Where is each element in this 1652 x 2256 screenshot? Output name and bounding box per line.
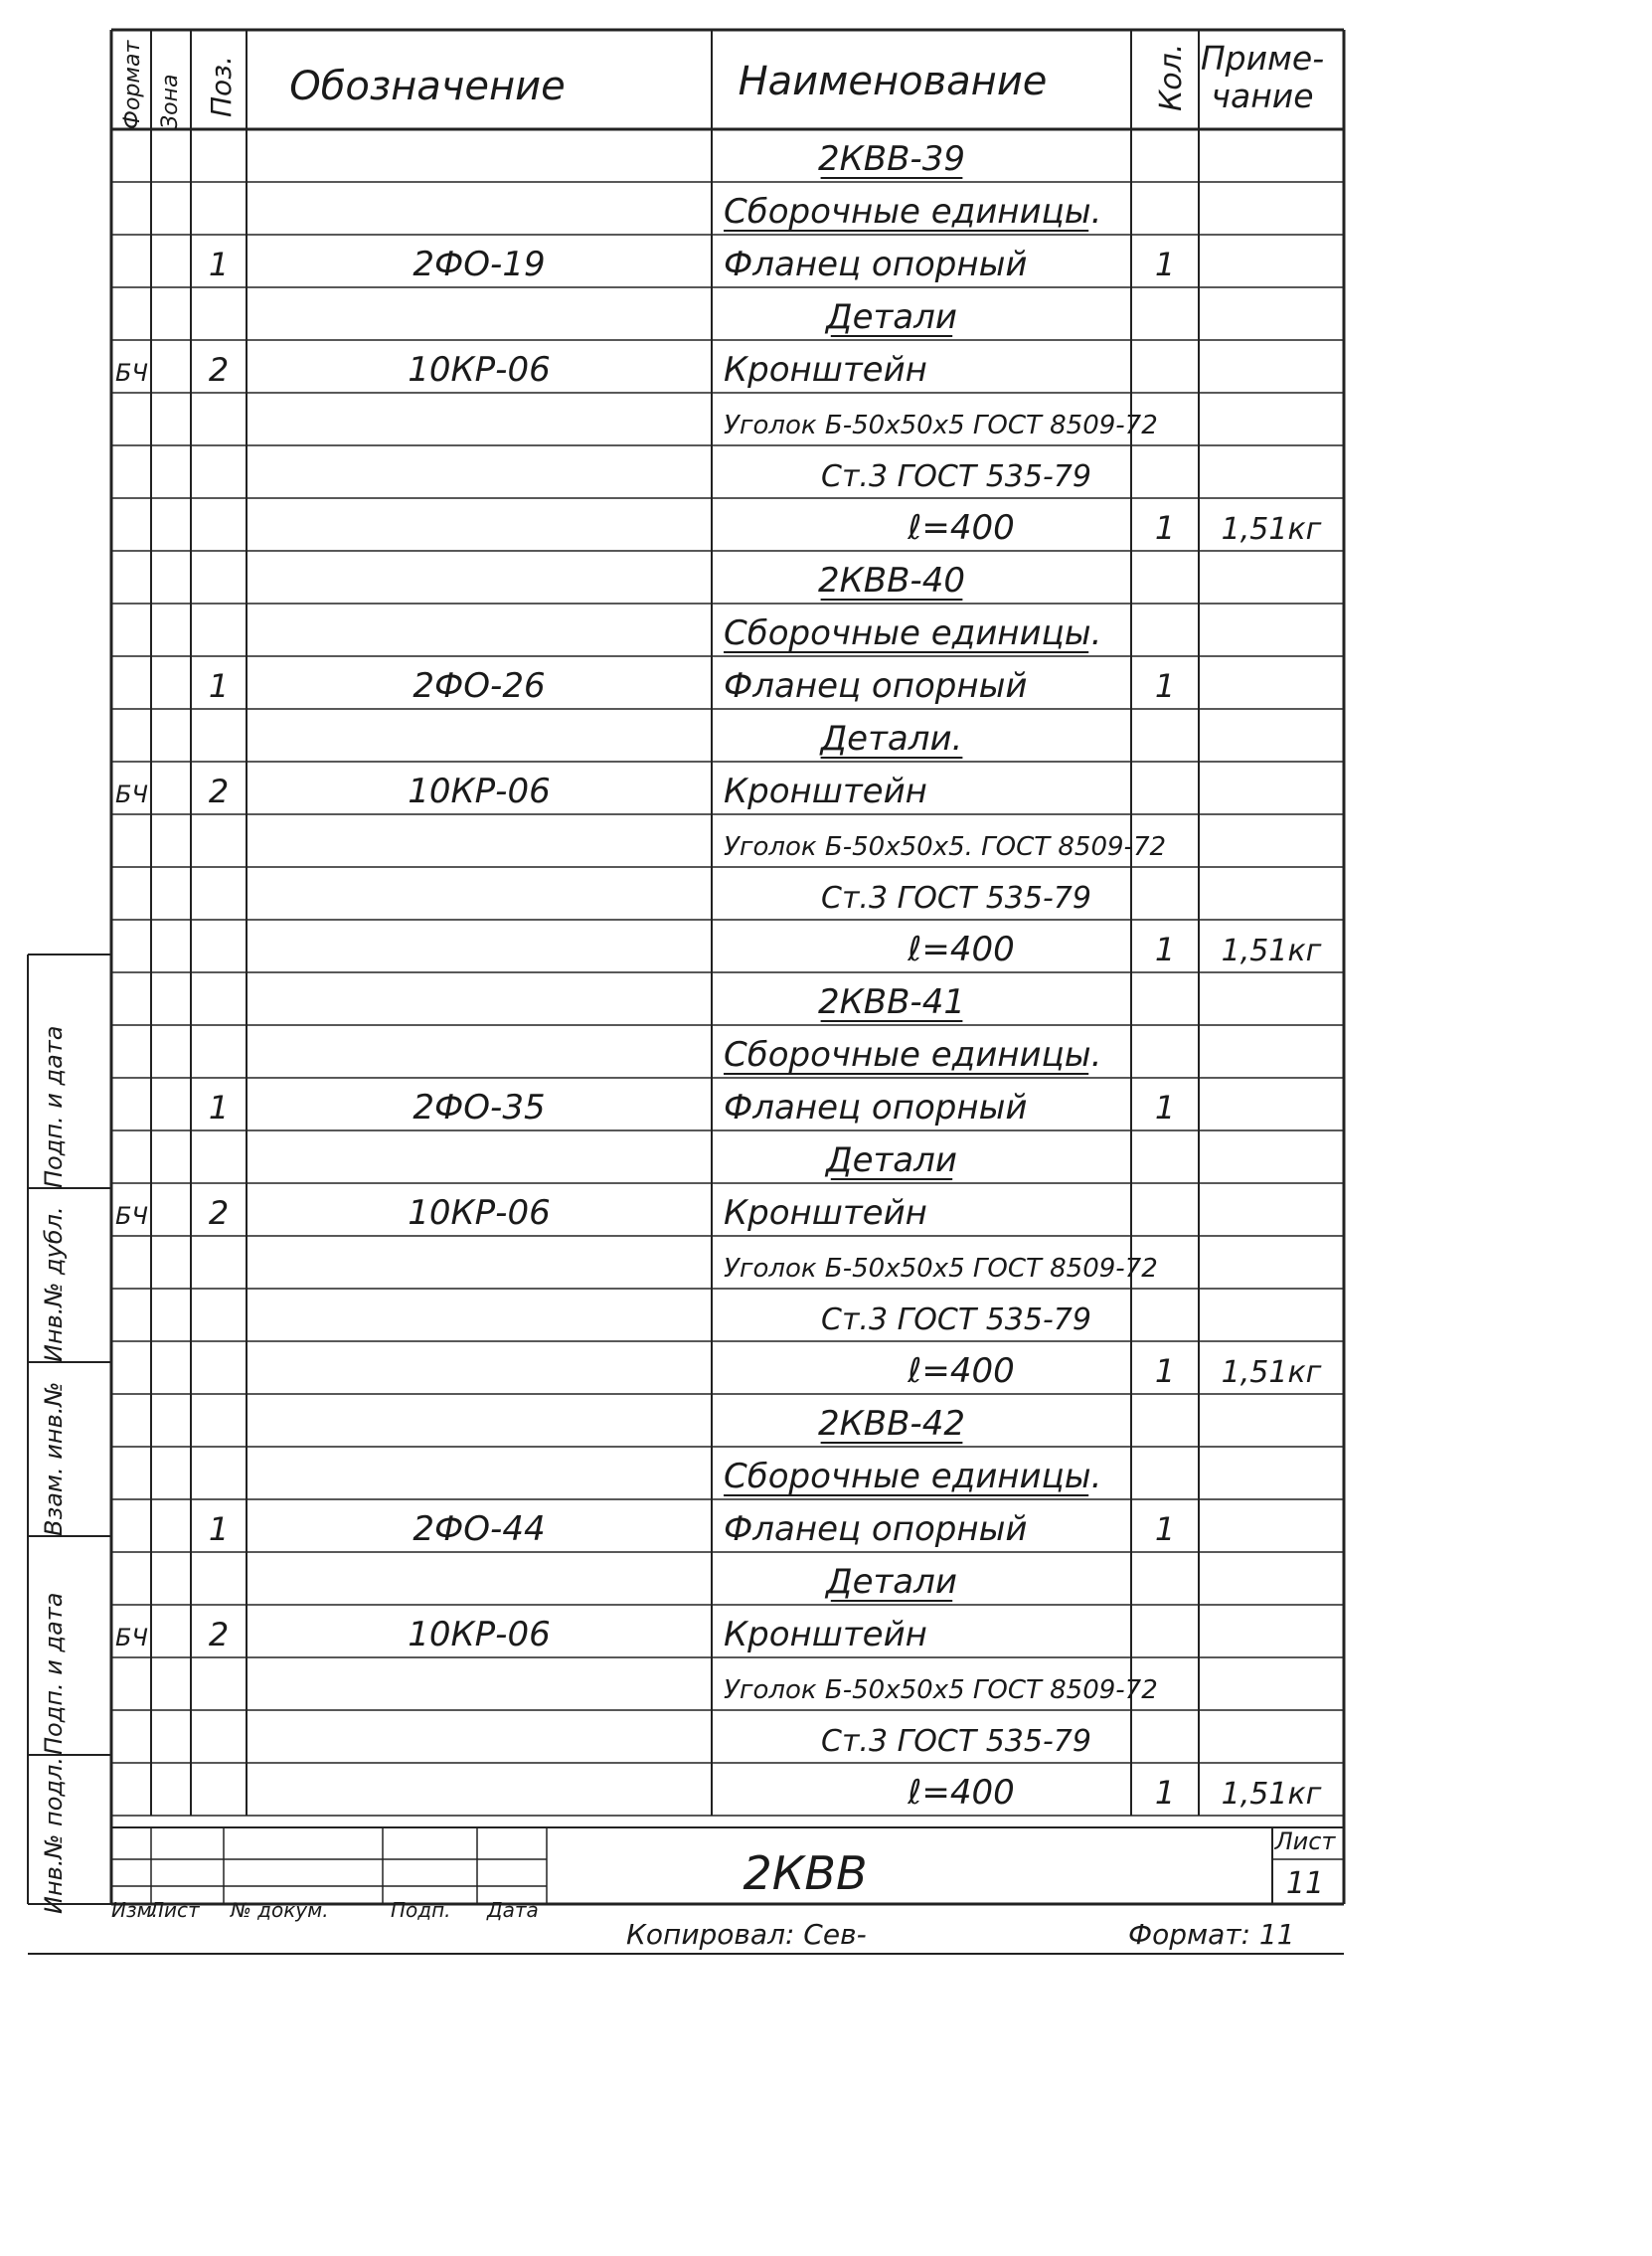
header-note-2: чание [1211, 77, 1314, 115]
header-qty: Кол. [1154, 43, 1189, 111]
row-quantity: 1 [1154, 931, 1176, 968]
side-label-inv-podl: Инв.№ подл. [40, 1757, 68, 1914]
row-position: 1 [208, 246, 230, 283]
row-quantity: 1 [1154, 1510, 1176, 1548]
row-name: ℓ=400 [908, 508, 1015, 548]
row-position: 2 [208, 773, 230, 810]
header-note-1: Приме- [1200, 39, 1325, 78]
title-label-data: Дата [487, 1898, 539, 1922]
row-designation: 10КР-06 [408, 1193, 551, 1233]
row-note: 1,51кг [1221, 512, 1322, 547]
row-name: Уголок Б-50х50х5 ГОСТ 8509-72 [724, 1254, 1158, 1284]
row-quantity: 1 [1154, 1774, 1176, 1812]
header-format: Формат [120, 40, 145, 129]
row-name: Уголок Б-50х50х5. ГОСТ 8509-72 [724, 832, 1167, 862]
section-heading: Сборочные единицы. [724, 613, 1102, 653]
row-name: ℓ=400 [908, 1773, 1015, 1813]
row-position: 2 [208, 1616, 230, 1653]
row-name: Кронштейн [724, 772, 927, 811]
row-name: Кронштейн [724, 350, 927, 390]
row-name: Ст.3 ГОСТ 535-79 [821, 881, 1091, 916]
row-format: БЧ [115, 781, 148, 808]
row-note: 1,51кг [1221, 934, 1322, 968]
side-label-podp-data-2: Подп. и дата [40, 1025, 68, 1188]
section-heading: Сборочные единицы. [724, 1035, 1102, 1075]
row-name: Фланец опорный [724, 666, 1028, 706]
title-label-list: Лист [149, 1898, 200, 1922]
side-label-vzam-inv: Взам. инв.№ [40, 1381, 68, 1536]
title-label-podp: Подп. [391, 1898, 451, 1922]
section-heading: 2КВВ-39 [818, 139, 965, 179]
row-note: 1,51кг [1221, 1355, 1322, 1390]
row-quantity: 1 [1154, 509, 1176, 547]
row-name: Фланец опорный [724, 1088, 1028, 1128]
row-designation: 10КР-06 [408, 350, 551, 390]
sheet-label: Лист [1274, 1827, 1336, 1855]
title-label-izm: Изм. [111, 1898, 159, 1922]
section-heading: Сборочные единицы. [724, 192, 1102, 232]
section-heading: 2КВВ-40 [818, 561, 965, 601]
row-note: 1,51кг [1221, 1777, 1322, 1812]
row-format: БЧ [115, 1624, 148, 1651]
section-heading: Детали. [820, 719, 963, 759]
side-stamp [40, 1026, 68, 1915]
title-label-ndoc: № докум. [231, 1898, 329, 1922]
row-designation: 2ФО-26 [413, 666, 546, 706]
row-designation: 10КР-06 [408, 1615, 551, 1654]
row-position: 2 [208, 351, 230, 389]
footer [626, 1918, 1295, 1951]
table-grid [28, 30, 1344, 1954]
row-name: ℓ=400 [908, 1351, 1015, 1391]
row-name: Кронштейн [724, 1193, 927, 1233]
header-pos: Поз. [205, 56, 238, 117]
footer-format: Формат: 11 [1128, 1918, 1295, 1951]
side-label-inv-dubl: Инв.№ дубл. [40, 1206, 68, 1362]
header-zone: Зона [158, 74, 183, 129]
section-heading: Детали [826, 297, 957, 337]
row-name: Ст.3 ГОСТ 535-79 [821, 459, 1091, 494]
section-heading: Сборочные единицы. [724, 1457, 1102, 1496]
row-quantity: 1 [1154, 1089, 1176, 1127]
header-designation: Обозначение [289, 64, 566, 109]
section-heading: Детали [826, 1140, 957, 1180]
row-position: 1 [208, 1510, 230, 1548]
row-name: Уголок Б-50х50х5 ГОСТ 8509-72 [724, 1675, 1158, 1705]
section-heading: Детали [826, 1562, 957, 1602]
section-heading: 2КВВ-42 [818, 1404, 965, 1444]
document-code: 2КВВ [743, 1846, 868, 1900]
row-position: 1 [208, 1089, 230, 1127]
row-format: БЧ [115, 359, 148, 387]
footer-copied: Копировал: Сев- [626, 1918, 867, 1951]
row-designation: 10КР-06 [408, 772, 551, 811]
row-format: БЧ [115, 1202, 148, 1230]
row-designation: 2ФО-44 [413, 1509, 546, 1549]
row-name: Фланец опорный [724, 245, 1028, 284]
row-quantity: 1 [1154, 246, 1176, 283]
table-header [120, 39, 1324, 129]
section-heading: 2КВВ-41 [818, 982, 965, 1022]
row-quantity: 1 [1154, 1352, 1176, 1390]
side-label-podp-data-1: Подп. и дата [40, 1592, 68, 1755]
sheet-number: 11 [1285, 1866, 1325, 1901]
row-designation: 2ФО-19 [413, 245, 546, 284]
row-name: ℓ=400 [908, 930, 1015, 969]
row-position: 2 [208, 1194, 230, 1232]
row-name: Уголок Б-50х50х5 ГОСТ 8509-72 [724, 411, 1158, 440]
row-quantity: 1 [1154, 667, 1176, 705]
title-block [111, 1827, 1336, 1922]
row-name: Ст.3 ГОСТ 535-79 [821, 1724, 1091, 1759]
row-designation: 2ФО-35 [413, 1088, 546, 1128]
row-name: Фланец опорный [724, 1509, 1028, 1549]
row-name: Кронштейн [724, 1615, 927, 1654]
row-position: 1 [208, 667, 230, 705]
header-name: Наименование [738, 59, 1048, 104]
table-rows [115, 139, 1322, 1813]
row-name: Ст.3 ГОСТ 535-79 [821, 1302, 1091, 1337]
